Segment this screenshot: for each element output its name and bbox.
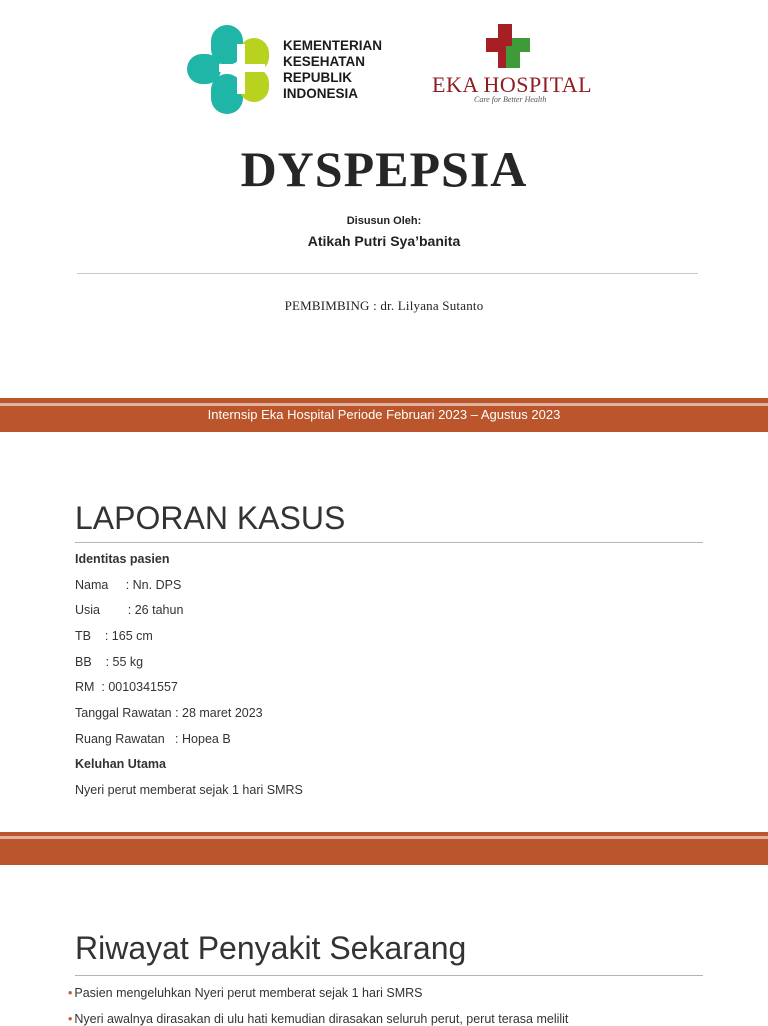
author-label: Disusun Oleh: (346, 215, 422, 227)
kemenkes-logo-text (283, 38, 382, 102)
section-heading-complaint: Keluhan Utama (75, 757, 166, 771)
history-title: Riwayat Penyakit Sekarang (75, 930, 467, 966)
admission-date: Tanggal Rawatan : 28 maret 2023 (75, 706, 263, 720)
slide-title: DYSPEPSIA (240, 141, 528, 197)
report-title: LAPORAN KASUS (75, 500, 346, 536)
main-complaint: Nyeri perut memberat sejak 1 hari SMRS (75, 783, 303, 797)
kemenkes-line: REPUBLIK (283, 70, 353, 85)
ward: Ruang Rawatan : Hopea B (75, 732, 231, 746)
footer-band-strip (0, 836, 768, 839)
kemenkes-line: KESEHATAN (283, 54, 366, 69)
patient-name: Nama : Nn. DPS (75, 578, 182, 592)
divider (77, 273, 698, 274)
title-divider (75, 975, 703, 976)
bullet-icon: • (68, 1012, 73, 1026)
author-name: Atikah Putri Sya’banita (307, 233, 461, 249)
footer-band-strip (0, 403, 768, 406)
eka-hospital-tagline: Care for Better Health (474, 95, 547, 104)
kemenkes-line: KEMENTERIAN (283, 38, 383, 53)
patient-height: TB : 165 cm (75, 629, 153, 643)
kemenkes-line: INDONESIA (283, 86, 359, 101)
title-divider (75, 542, 703, 543)
internship-caption: Internsip Eka Hospital Periode Februari 2023 – Agustus 2023 (207, 407, 561, 422)
section-heading-identity: Identitas pasien (75, 552, 170, 566)
eka-hospital-name: EKA HOSPITAL (432, 72, 593, 97)
bullet-icon: • (68, 986, 73, 1000)
list-item (68, 986, 422, 1000)
bullet-text: Nyeri awalnya dirasakan di ulu hati kemudian dirasakan seluruh perut, perut terasa melilit (74, 1012, 569, 1026)
patient-record-number: RM : 0010341557 (75, 680, 178, 694)
mentor-line: PEMBIMBING : dr. Lilyana Sutanto (284, 298, 484, 313)
patient-weight: BB : 55 kg (75, 655, 144, 669)
patient-age: Usia : 26 tahun (75, 603, 184, 617)
bullet-text: Pasien mengeluhkan Nyeri perut memberat sejak 1 hari SMRS (74, 986, 423, 1000)
